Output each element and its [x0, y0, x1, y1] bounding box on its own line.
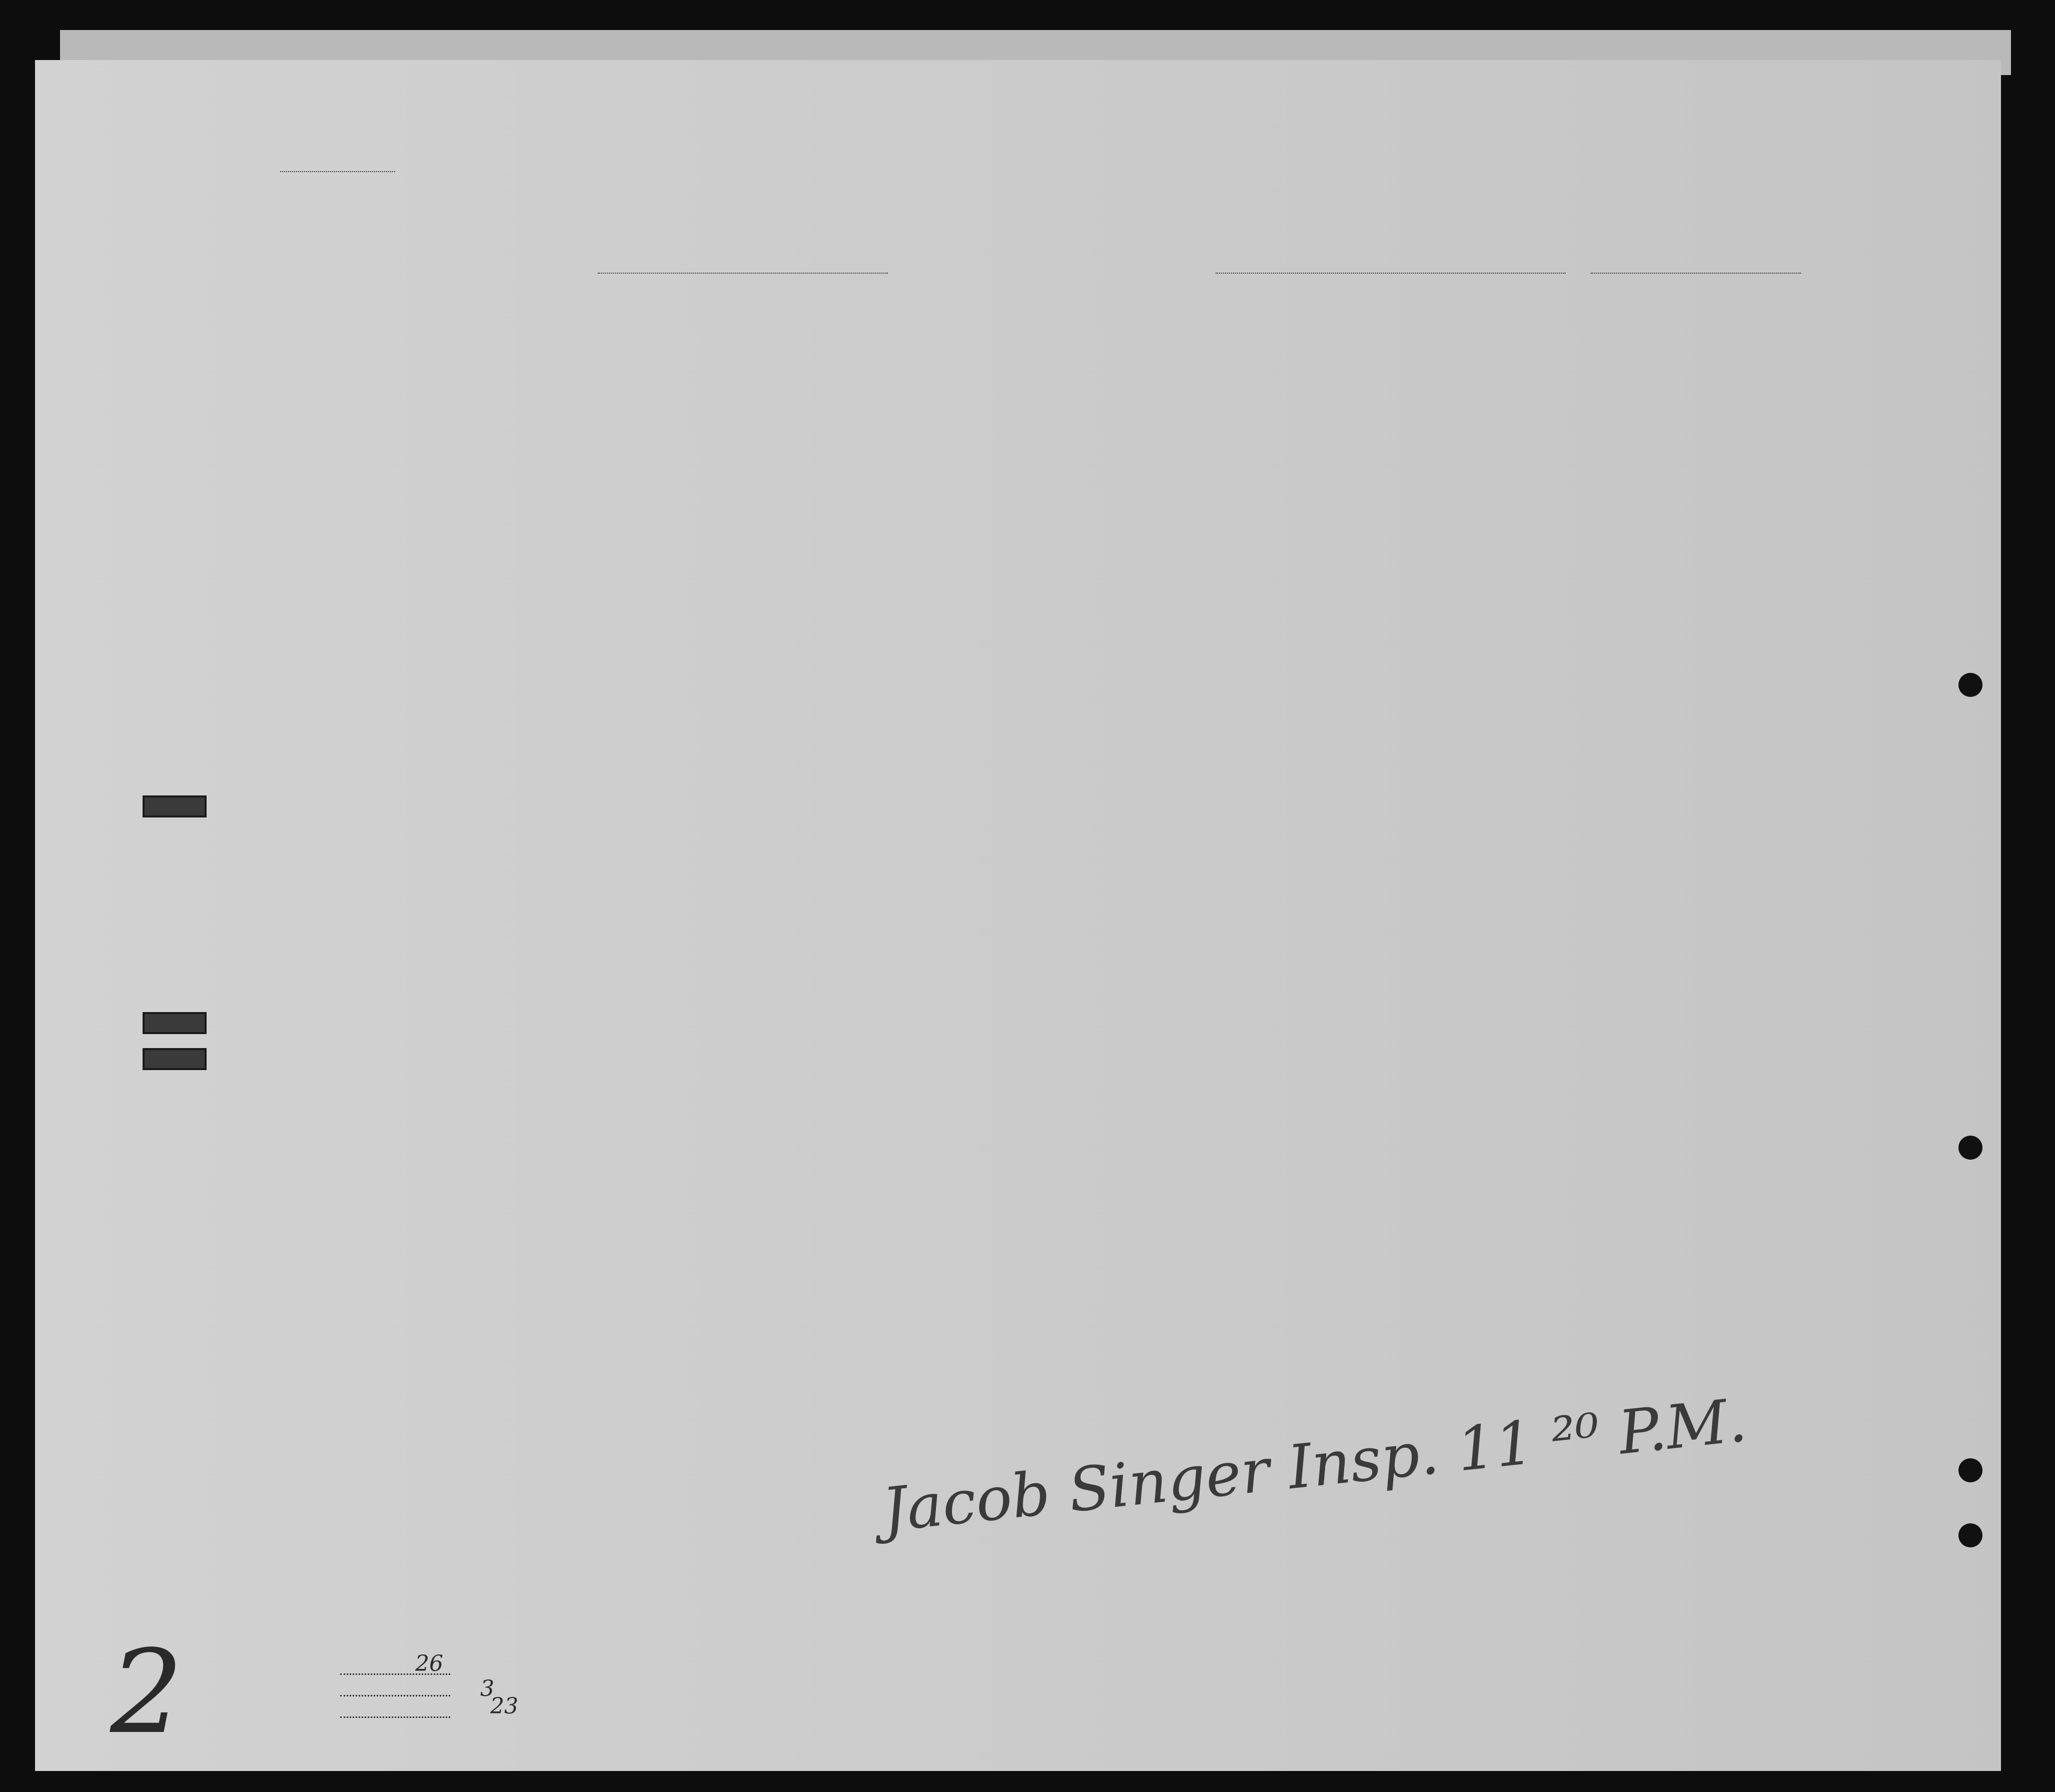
us-citizen-stamp	[143, 795, 207, 817]
dots	[340, 1716, 450, 1718]
dots	[340, 1695, 450, 1696]
citizens-count-handwritten: 3	[480, 1676, 494, 1701]
aliens-count-handwritten: 23	[490, 1693, 518, 1719]
page-number-handwritten: 2	[110, 1626, 184, 1759]
inspector-signature: Jacob Singer Insp. 11 ²⁰ P.M.	[879, 1385, 1750, 1546]
us-citizen-stamp	[143, 1048, 207, 1070]
total-count-handwritten: 26	[415, 1651, 443, 1676]
us-citizen-stamp	[143, 1012, 207, 1034]
